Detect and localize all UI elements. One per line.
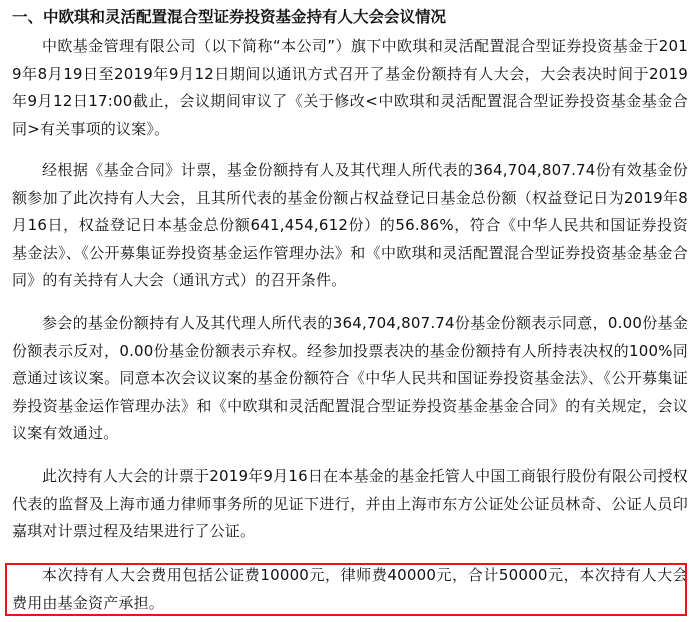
paragraph-meeting-overview: 中欧基金管理有限公司（以下简称“本公司”）旗下中欧琪和灵活配置混合型证券投资基金于2019年8月19日至2019年9月12日期间以通讯方式召开了基金份额持有人大会，大会表决时间于2019年9月12日17:00截止，会议期间审议了《关于修改<中欧琪和灵活配置混合型证券投资基金基金合同>有关事项的议案》。 bbox=[12, 37, 688, 138]
highlight-box bbox=[5, 563, 687, 616]
paragraph-vote-result: 参会的基金份额持有人及其代理人所代表的364,704,807.74份基金份额表示同意，0.00份基金份额表示反对，0.00份基金份额表示弃权。经参加投票表决的基金份额持有人所持表决权的100%同意通过该议案。同意本次会议议案的基金份额符合《中华人民共和国证券投资基金法》、《公开募集证券投资基金运作管理办法》和《中欧琪和灵活配置混合型证券投资基金基金合同》的有关规定，会议议案有效通过。 bbox=[12, 314, 688, 443]
paragraph-vote-count: 经根据《基金合同》计票，基金份额持有人及其代理人所代表的364,704,807.74份有效基金份额参加了此次持有人大会，且其所代表的基金份额占权益登记日基金总份额（权益登记日为2019年8月16日，权益登记日本基金总份额641,454,612份）的56.86%，符合《中华人民共和国证券投资基金法》、《公开募集证券投资基金运作管理办法》和《中欧琪和灵活配置混合型证券投资基金基金合同》的有关持有人大会（通讯方式）的召开条件。 bbox=[12, 161, 688, 290]
section-heading: 一、中欧琪和灵活配置混合型证券投资基金持有人大会会议情况 bbox=[12, 8, 447, 26]
paragraph-meeting-fees: 本次持有人大会费用包括公证费10000元，律师费40000元，合计50000元，本次持有人大会费用由基金资产承担。 bbox=[12, 566, 688, 612]
paragraph-notarization: 此次持有人大会的计票于2019年9月16日在本基金的基金托管人中国工商银行股份有限公司授权代表的监督及上海市通力律师事务所的见证下进行，并由上海市东方公证处公证员林奇、公证人员印嘉琪对计票过程及结果进行了公证。 bbox=[12, 467, 688, 541]
